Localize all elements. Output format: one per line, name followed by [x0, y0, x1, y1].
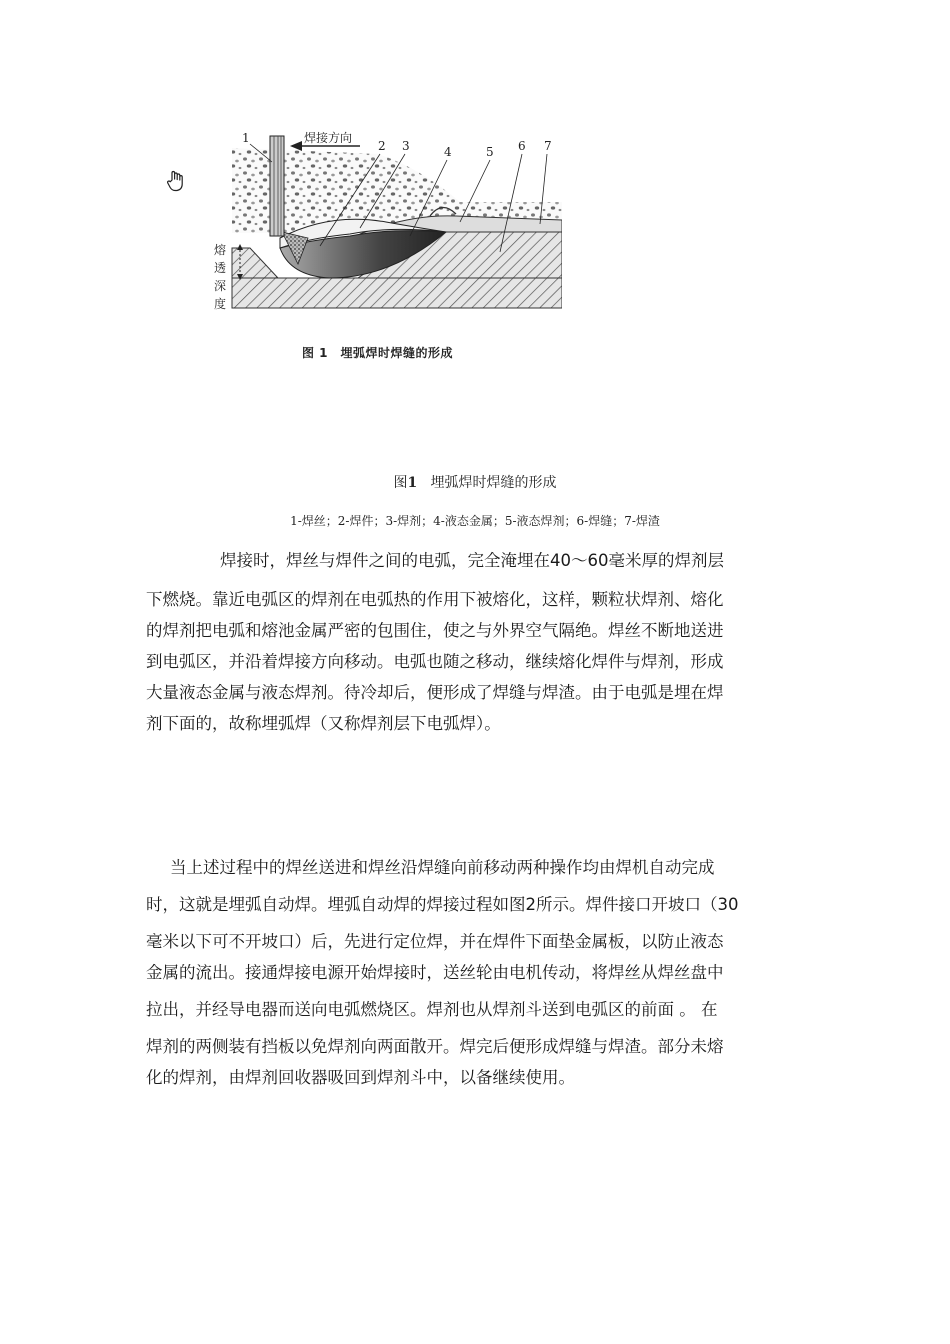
- welding-diagram-figure: [210, 128, 562, 318]
- caption-title-text: 埋弧焊时焊缝的形成: [430, 475, 557, 491]
- depth-label-char: 熔: [214, 243, 227, 257]
- paragraph-line: 化的焊剂，由焊剂回收器吸回到焊剂斗中，以备继续使用。: [146, 1068, 575, 1087]
- paragraph-line: 的焊剂把电弧和熔池金属严密的包围住，使之与外界空气隔绝。焊丝不断地送进: [146, 621, 724, 640]
- caption-number: 1: [407, 475, 418, 491]
- figure-caption-legend: 1-焊丝；2-焊件；3-焊剂；4-液态金属；5-液态焊剂；6-焊缝；7-焊渣: [290, 514, 660, 528]
- part-number-label: 1: [242, 131, 250, 145]
- part-number-label: 7: [544, 139, 552, 153]
- paragraph-welding-process: [146, 545, 810, 739]
- part-number-label: 6: [518, 139, 526, 153]
- paragraph-line: 拉出，并经导电器而送向电弧燃烧区。焊剂也从焊剂斗送到电弧区的前面 。 在: [146, 1000, 718, 1019]
- welding-diagram-svg: [210, 128, 562, 318]
- paragraph-line: 焊接时，焊丝与焊件之间的电弧，完全淹埋在40～60毫米厚的焊剂层: [220, 551, 724, 570]
- paragraph-line: 下燃烧。靠近电弧区的焊剂在电弧热的作用下被熔化，这样，颗粒状焊剂、熔化: [146, 590, 724, 609]
- direction-label: 焊接方向: [304, 131, 353, 145]
- paragraph-line: 金属的流出。接通焊接电源开始焊接时，送丝轮由电机传动，将焊丝从焊丝盘中: [146, 963, 724, 982]
- paragraph-line: 剂下面的，故称埋弧焊（又称焊剂层下电弧焊）。: [146, 714, 501, 733]
- paragraph-line: 当上述过程中的焊丝送进和焊丝沿焊缝向前移动两种操作均由焊机自动完成: [170, 858, 715, 877]
- figure-inner-caption: 图 1 埋弧焊时焊缝的形成: [302, 346, 454, 360]
- paragraph-line: 大量液态金属与液态焊剂。待冷却后，便形成了焊缝与焊渣。由于电弧是埋在焊: [146, 683, 724, 702]
- paragraph-automatic-welding: [146, 852, 810, 1093]
- part-number-label: 4: [444, 145, 452, 159]
- paragraph-line: 毫米以下可不开坡口）后，先进行定位焊，并在焊件下面垫金属板，以防止液态: [146, 932, 724, 951]
- part-number-label: 3: [402, 139, 410, 153]
- paragraph-line: 焊剂的两侧装有挡板以免焊剂向两面散开。焊完后便形成焊缝与焊渣。部分未熔: [146, 1037, 724, 1056]
- hand-pointer-icon: [166, 170, 186, 192]
- paragraph-line: 时，这就是埋弧自动焊。埋弧自动焊的焊接过程如图2所示。焊件接口开坡口（30: [146, 895, 739, 914]
- paragraph-line: 到电弧区，并沿着焊接方向移动。电弧也随之移动，继续熔化焊件与焊剂，形成: [146, 652, 724, 671]
- caption-prefix: 图: [393, 475, 408, 491]
- depth-label-char: 度: [214, 297, 227, 311]
- part-number-label: 5: [486, 145, 494, 159]
- part-number-label: 2: [378, 139, 386, 153]
- figure-caption-title: [0, 472, 950, 492]
- depth-label-char: 深: [214, 279, 227, 293]
- depth-label-char: 透: [214, 261, 227, 275]
